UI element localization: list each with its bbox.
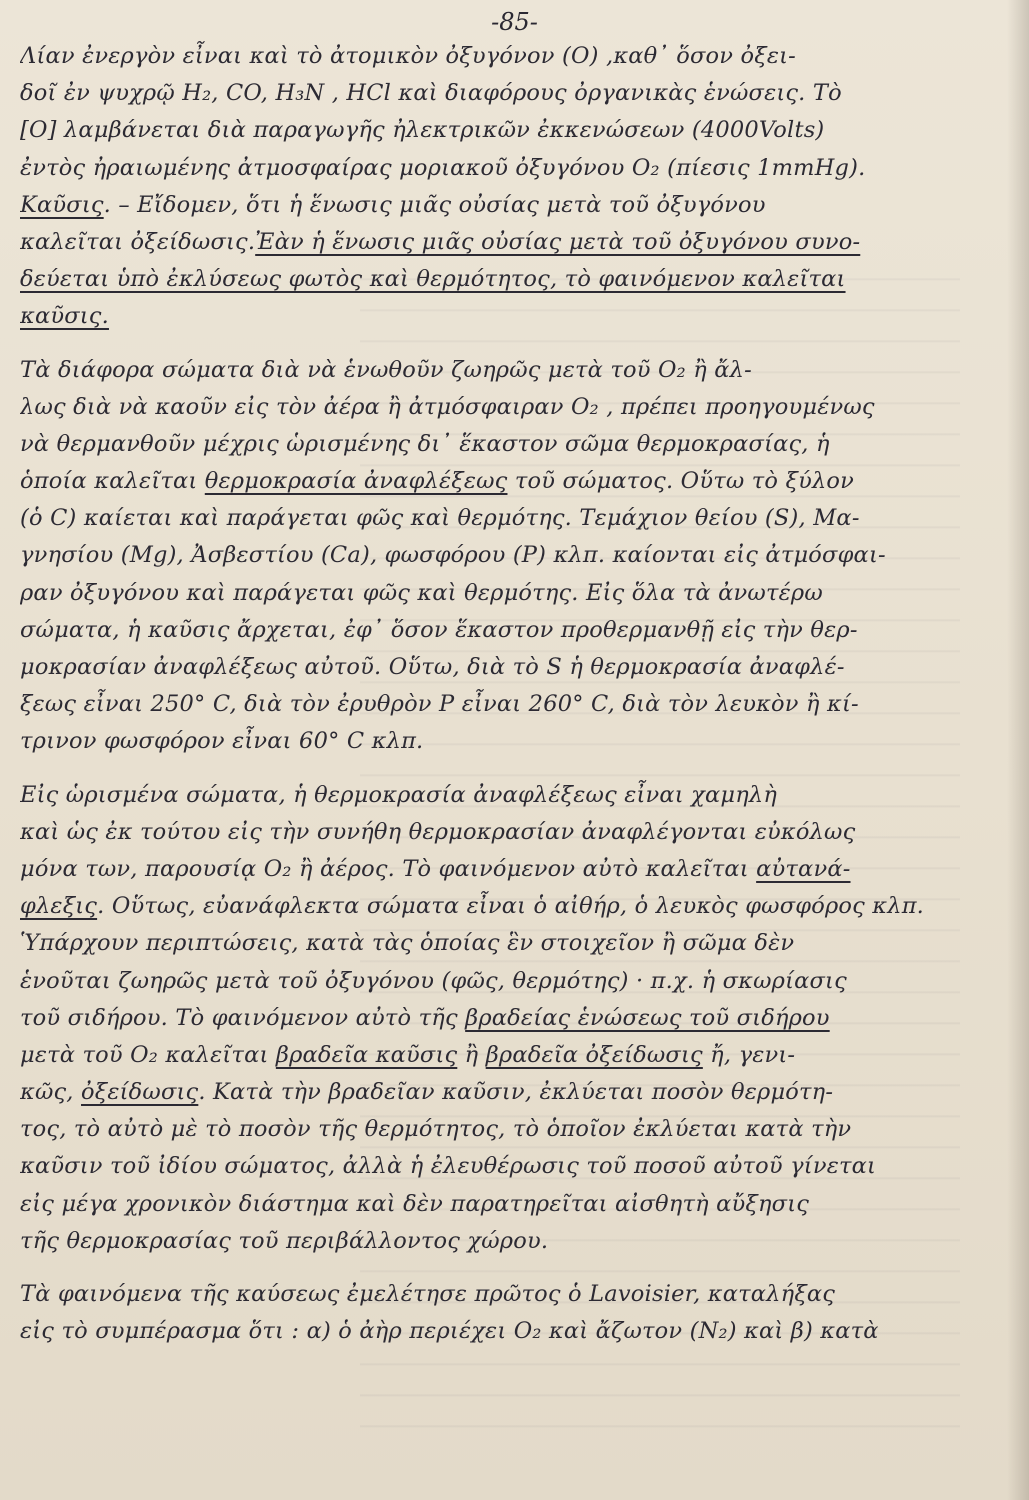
text-line — [20, 814, 990, 851]
text-segment: ὁποία καλεῖται — [20, 468, 205, 495]
text-segment: ἢ — [457, 1041, 486, 1068]
text-segment: Ὑπάρχουν περιπτώσεις, κατὰ τὰς ὁποίας ἓν στοιχεῖον ἢ σῶμα δὲν — [20, 930, 795, 957]
text-segment: τοῦ σώματος. Οὕτω τὸ ξύλον — [507, 468, 855, 495]
underlined-term: βραδεῖα καῦσις — [275, 1041, 458, 1068]
text-segment: σώματα, ἡ καῦσις ἄρχεται, ἐφ᾽ ὅσον ἕκαστον προθερμανθῇ εἰς τὴν θερ- — [20, 616, 858, 643]
text-segment: (ὁ C) καίεται καὶ παράγεται φῶς καὶ θερμότης. Τεμάχιον θείου (S), Μα- — [20, 505, 860, 532]
text-line — [20, 1148, 990, 1185]
paragraph-gap — [20, 336, 990, 352]
text-line — [20, 1313, 990, 1350]
text-segment: Λίαν ἐνεργὸν εἶναι καὶ τὸ ἀτομικὸν ὀξυγόνον (O) ,καθ᾽ ὅσον ὀξει- — [20, 43, 796, 69]
text-segment: καῦσιν τοῦ ἰδίου σώματος, ἀλλὰ ἡ ἐλευθέρωσις τοῦ ποσοῦ αὐτοῦ γίνεται — [20, 1153, 877, 1180]
text-segment: νὰ θερμανθοῦν μέχρις ὡρισμένης δι᾽ ἕκαστον σῶμα θερμοκρασίας, ἡ — [20, 430, 830, 457]
text-segment: ἑνοῦται ζωηρῶς μετὰ τοῦ ὀξυγόνου (φῶς, θερμότης) · π.χ. ἡ σκωρίασις — [20, 967, 847, 994]
text-segment: Εἰς ὡρισμένα σώματα, ἡ θερμοκρασία ἀναφλέξεως εἶναι χαμηλὴ — [20, 781, 778, 808]
text-line — [20, 1074, 990, 1111]
text-segment: λως διὰ νὰ καοῦν εἰς τὸν ἀέρα ἢ ἀτμόσφαιραν O₂ , πρέπει προηγουμένως — [20, 393, 875, 420]
text-line — [20, 1223, 990, 1260]
underlined-term: φλεξις — [20, 893, 98, 920]
paragraph-gap — [20, 761, 990, 777]
text-line — [20, 1000, 990, 1037]
handwritten-text-block — [20, 38, 990, 1350]
text-line — [20, 426, 990, 463]
text-line — [20, 150, 990, 187]
text-segment: . – Εἴδομεν, ὅτι ἡ ἕνωσις μιᾶς οὐσίας μετὰ τοῦ ὀξυγόνου — [103, 191, 766, 218]
text-line — [20, 298, 990, 335]
text-segment: καλεῖται ὀξείδωσις. — [20, 228, 256, 255]
underlined-term: θερμοκρασία ἀναφλέξεως — [204, 468, 508, 495]
text-segment: ἤ, γενι- — [702, 1041, 796, 1068]
text-segment: τος, τὸ αὐτὸ μὲ τὸ ποσὸν τῆς θερμότητος, τὸ ὁποῖον ἐκλύεται κατὰ τὴν — [20, 1116, 852, 1143]
text-line — [20, 612, 990, 649]
text-segment: εἰς μέγα χρονικὸν διάστημα καὶ δὲν παρατηρεῖται αἰσθητὴ αὔξησις — [20, 1190, 810, 1217]
text-line — [20, 925, 990, 962]
text-line — [20, 224, 990, 261]
text-segment: μόνα των, παρουσίᾳ O₂ ἢ ἀέρος. Τὸ φαινόμενον αὐτὸ καλεῖται — [20, 855, 757, 882]
text-segment: . Κατὰ τὴν βραδεῖαν καῦσιν, ἐκλύεται ποσὸν θερμότη- — [198, 1079, 834, 1106]
text-line — [20, 112, 990, 149]
text-segment: καὶ ὡς ἐκ τούτου εἰς τὴν συνήθη θερμοκρασίαν ἀναφλέγονται εὐκόλως — [20, 818, 856, 845]
text-line — [20, 463, 990, 500]
underlined-term: καῦσις. — [20, 303, 109, 330]
text-segment: μοκρασίαν ἀναφλέξεως αὐτοῦ. Οὕτω, διὰ τὸ S ἡ θερμοκρασία ἀναφλέ- — [20, 654, 845, 680]
text-line — [20, 777, 990, 814]
text-segment: τῆς θερμοκρασίας τοῦ περιβάλλοντος χώρου. — [20, 1227, 549, 1254]
text-segment: Τὰ διάφορα σώματα διὰ νὰ ἑνωθοῦν ζωηρῶς μετὰ τοῦ O₂ ἢ ἄλ- — [20, 356, 752, 383]
page-number: -85- — [491, 8, 538, 36]
underlined-term: Καῦσις — [20, 191, 104, 218]
text-line — [20, 500, 990, 537]
text-segment: μετὰ τοῦ O₂ καλεῖται — [20, 1041, 276, 1068]
text-segment: γνησίου (Mg), Ἀσβεστίου (Ca), φωσφόρου (P) κλπ. καίονται εἰς ἀτμόσφαι- — [20, 542, 886, 569]
underlined-term: ὀξείδωσις — [81, 1079, 199, 1106]
text-line — [20, 1111, 990, 1148]
text-line — [20, 649, 990, 686]
text-line — [20, 537, 990, 574]
text-line — [20, 261, 990, 298]
text-line — [20, 1186, 990, 1223]
text-segment: . Οὕτως, εὐανάφλεκτα σώματα εἶναι ὁ αἰθήρ, ὁ λευκὸς φωσφόρος κλπ. — [97, 893, 925, 920]
underlined-term: αὐτανά- — [756, 855, 851, 882]
text-line — [20, 187, 990, 224]
text-line — [20, 75, 990, 112]
text-line — [20, 963, 990, 1000]
text-line — [20, 389, 990, 426]
page-spine-shadow — [1007, 0, 1029, 1500]
text-line — [20, 1037, 990, 1074]
underlined-term: βραδείας ἑνώσεως τοῦ σιδήρου — [465, 1004, 830, 1031]
text-segment: [O] λαμβάνεται διὰ παραγωγῆς ἠλεκτρικῶν ἐκκενώσεων (4000Volts) — [20, 117, 825, 144]
text-segment: κῶς, — [20, 1079, 82, 1106]
text-segment: εἰς τὸ συμπέρασμα ὅτι : α) ὁ ἀὴρ περιέχει O₂ καὶ ἄζωτον (N₂) καὶ β) κατὰ — [20, 1318, 879, 1345]
text-line — [20, 38, 990, 75]
text-line — [20, 352, 990, 389]
text-segment: ξεως εἶναι 250° C, διὰ τὸν ἐρυθρὸν P εἶναι 260° C, διὰ τὸν λευκὸν ἢ κί- — [20, 691, 859, 718]
text-line — [20, 723, 990, 760]
text-segment: ραν ὀξυγόνου καὶ παράγεται φῶς καὶ θερμότης. Εἰς ὅλα τὰ ἀνωτέρω — [20, 579, 823, 606]
text-line — [20, 575, 990, 612]
text-line — [20, 1276, 990, 1313]
text-segment: τρινον φωσφόρον εἶναι 60° C κλπ. — [20, 728, 424, 755]
text-segment: δοῖ ἐν ψυχρῷ H₂, CO, H₃N , HCl καὶ διαφόρους ὀργανικὰς ἑνώσεις. Τὸ — [20, 80, 842, 107]
text-line — [20, 686, 990, 723]
text-line — [20, 888, 990, 925]
text-segment: ἐντὸς ἠραιωμένης ἀτμοσφαίρας μοριακοῦ ὀξυγόνου O₂ (πίεσις 1mmHg). — [20, 154, 866, 181]
underlined-term: δεύεται ὑπὸ ἐκλύσεως φωτὸς καὶ θερμότητος, τὸ φαινόμενον καλεῖται — [20, 266, 846, 293]
paragraph-gap — [20, 1260, 990, 1276]
text-segment: Τὰ φαινόμενα τῆς καύσεως ἐμελέτησε πρῶτος ὁ Lavoisier, καταλήξας — [20, 1281, 836, 1307]
underlined-term: Ἐὰν ἡ ἕνωσις μιᾶς οὐσίας μετὰ τοῦ ὀξυγόνου συνο- — [255, 228, 861, 255]
text-line — [20, 851, 990, 888]
text-segment: τοῦ σιδήρου. Τὸ φαινόμενον αὐτὸ τῆς — [20, 1004, 466, 1031]
underlined-term: βραδεῖα ὀξείδωσις — [485, 1041, 703, 1068]
